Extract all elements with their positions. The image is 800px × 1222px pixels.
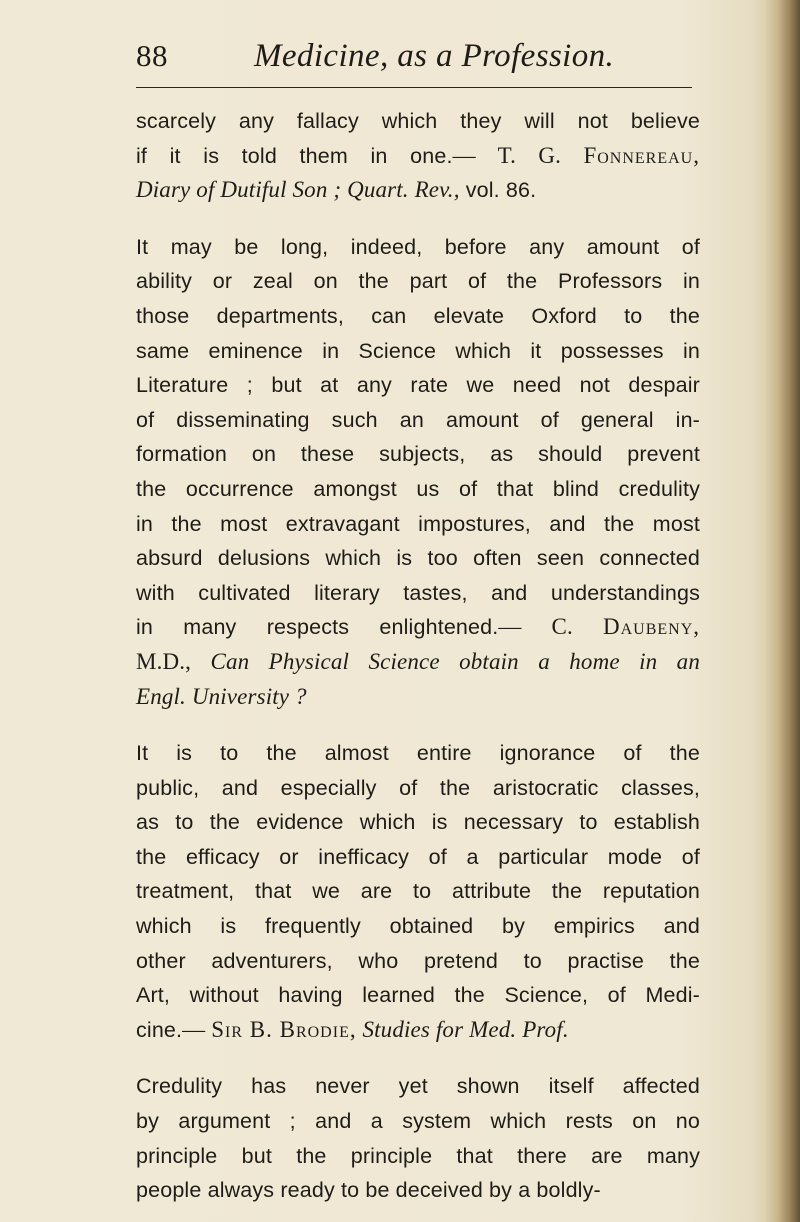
text-line <box>136 1173 700 1208</box>
text-run: by argument ; and a system which rests on no <box>136 1109 700 1134</box>
text-line <box>136 299 700 334</box>
text-run: It is to the almost entire ignorance of the <box>136 741 700 766</box>
text-line <box>136 1069 700 1104</box>
text-line <box>136 1013 700 1048</box>
text-run: Literature ; but at any rate we need not despair <box>136 373 700 398</box>
text-run: Art, without having learned the Science, of Medi- <box>136 983 700 1008</box>
text-run: other adventurers, who pretend to practise the <box>136 948 700 973</box>
text-line <box>136 645 700 680</box>
text-run: people always ready to be deceived by a boldly- <box>136 1178 601 1203</box>
text-serif: — <box>182 1016 212 1042</box>
body-text <box>136 104 700 1208</box>
text-cite-italic: Studies for Med. Prof. <box>356 1016 569 1042</box>
text-run: public, and especially of the aristocratic classes, <box>136 775 700 800</box>
text-line <box>136 909 700 944</box>
text-run: treatment, that we are to attribute the reputation <box>136 879 700 904</box>
text-run: in many respects enlightened. <box>136 615 499 640</box>
text-line <box>136 173 700 208</box>
paragraph <box>136 736 700 1047</box>
text-run: those departments, can elevate Oxford to the <box>136 303 700 328</box>
text-smallcaps: Fonnereau, <box>583 142 700 168</box>
text-line <box>136 805 700 840</box>
text-run: scarcely any fallacy which they will not believe <box>136 109 700 133</box>
text-run: same eminence in Science which it possesses in <box>136 338 700 363</box>
text-run: the occurrence amongst us of that blind credulity <box>136 476 700 501</box>
text-line <box>136 1139 700 1174</box>
text-run: formation on these subjects, as should prevent <box>136 442 700 467</box>
page-binding-shadow <box>766 0 800 1222</box>
text-serif: — T. G. <box>452 142 584 168</box>
text-line <box>136 403 700 438</box>
text-run: as to the evidence which is necessary to establish <box>136 810 700 835</box>
text-run: if it is told them in one. <box>136 143 453 168</box>
text-run: of disseminating such an amount of general in- <box>136 407 700 432</box>
page-header <box>136 38 696 78</box>
text-line <box>136 334 700 369</box>
header-rule <box>136 87 692 88</box>
text-line <box>136 1104 700 1139</box>
text-line <box>136 472 700 507</box>
text-line <box>136 104 700 139</box>
text-run: which is frequently obtained by empirics and <box>136 914 700 939</box>
text-run: cine. <box>136 1017 183 1042</box>
text-run: ability or zeal on the part of the Professors in <box>136 269 700 294</box>
text-run: absurd delusions which is too often seen connected <box>136 546 700 571</box>
paragraph <box>136 104 700 208</box>
paragraph-gap <box>136 208 700 230</box>
text-run: in the most extravagant impostures, and the most <box>136 511 700 536</box>
text-run: vol. 86. <box>459 178 537 203</box>
paragraph <box>136 230 700 714</box>
text-smallcaps: Sir B. Brodie, <box>211 1016 357 1042</box>
text-cite-italic: Can Physical Science obtain a home in an <box>210 648 700 674</box>
text-line <box>136 610 700 645</box>
text-line <box>136 437 700 472</box>
text-serif: M.D., <box>136 648 211 674</box>
text-line <box>136 771 700 806</box>
running-title: Medicine, as a Profession. <box>254 38 615 74</box>
text-serif: — C. <box>498 614 603 640</box>
text-line <box>136 944 700 979</box>
text-line <box>136 139 700 174</box>
text-run: the efficacy or inefficacy of a particular mode of <box>136 844 700 869</box>
text-cite-italic: Diary of Dutiful Son ; Quart. Rev., <box>136 177 460 203</box>
text-line <box>136 230 700 265</box>
text-run: It may be long, indeed, before any amount of <box>136 234 700 259</box>
paragraph-gap <box>136 1047 700 1069</box>
text-line <box>136 541 700 576</box>
text-line <box>136 507 700 542</box>
text-smallcaps: Daubeny, <box>602 614 700 640</box>
paragraph <box>136 1069 700 1207</box>
text-line <box>136 680 700 715</box>
text-run: Credulity has never yet shown itself affected <box>136 1074 700 1099</box>
page-number: 88 <box>136 38 168 73</box>
text-cite-italic: Engl. University ? <box>136 683 307 709</box>
text-line <box>136 978 700 1013</box>
text-run: with cultivated literary tastes, and understandings <box>136 580 700 605</box>
text-line <box>136 736 700 771</box>
text-run: principle but the principle that there are many <box>136 1143 700 1168</box>
text-line <box>136 840 700 875</box>
paragraph-gap <box>136 714 700 736</box>
text-line <box>136 874 700 909</box>
text-line <box>136 576 700 611</box>
text-line <box>136 264 700 299</box>
text-line <box>136 368 700 403</box>
